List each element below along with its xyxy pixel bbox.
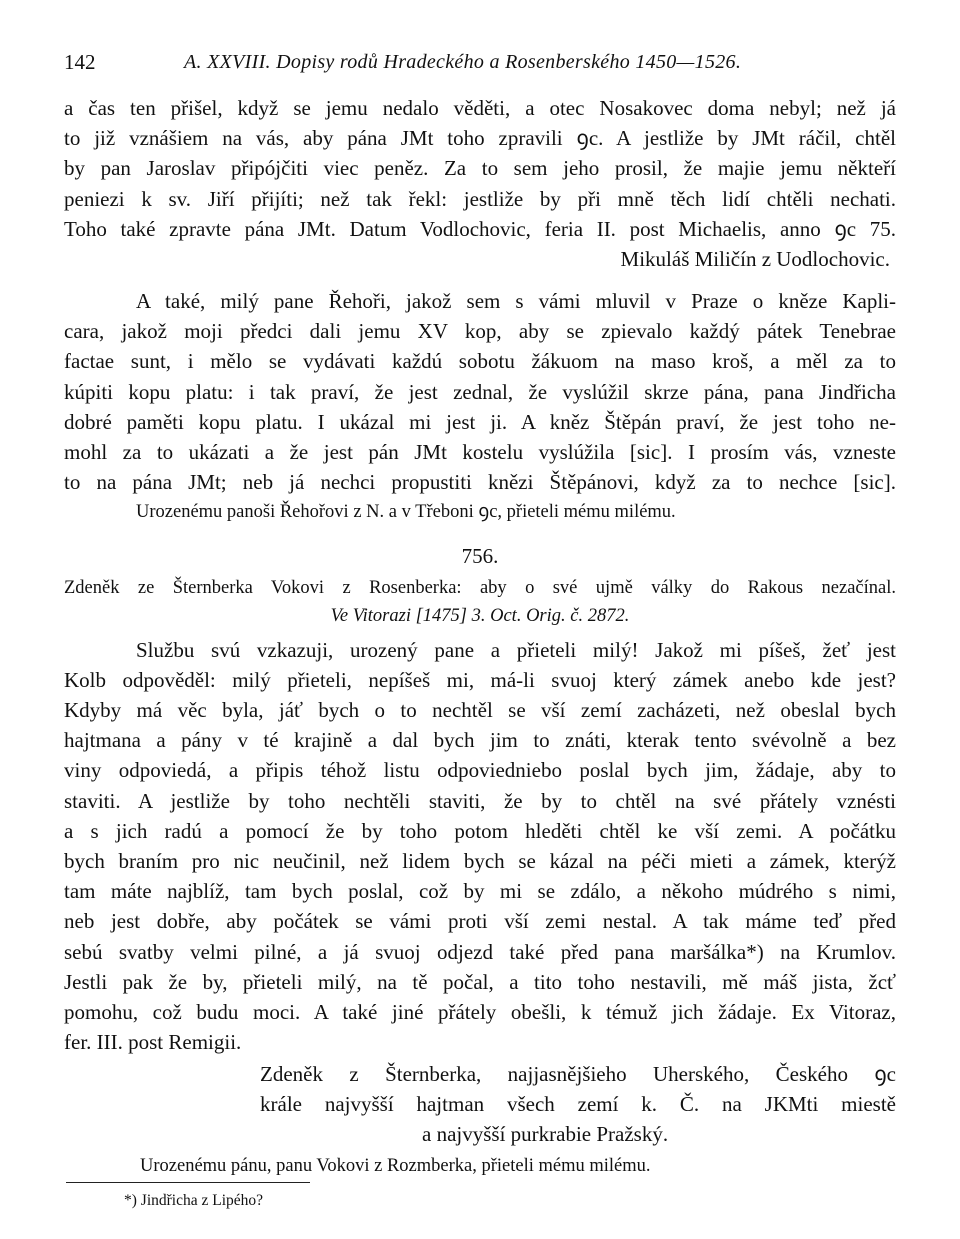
postscript-line: to na pána JMt; neb já nechci propustiti knězi Štěpánovi, když za to nechce [sic]. — [64, 470, 896, 494]
letter-address: Urozenému pánu, panu Vokovi z Rozmberka, přieteli mému milému. — [140, 1156, 651, 1176]
text-line: to již vznášiem na vás, aby pána JMt toho zpravili ꝯc. A jestliže by JMt ráčil, chtěl — [64, 126, 896, 150]
letter-body-line: tam máte najblíž, tam bych poslal, což by mi se zdálo, a někoho múdrého s nimi, — [64, 879, 896, 903]
text-line: a čas ten přišel, když se jemu nedalo věděti, a otec Nosakovec doma nebyl; než já — [64, 96, 896, 120]
postscript-line: mohl za to ukázati a že jest pán JMt kostelu vyslúžila [sic]. I prosím vás, vzneste — [64, 440, 896, 464]
letter-summary: Zdeněk ze Šternberka Vokovi z Rosenberka: aby o své ujmě války do Rakous nezačínal. — [64, 578, 896, 598]
letter-body-line: neb jest dobře, aby počátek se vámi proti vší zemi nestal. A tak máme teď před — [64, 909, 896, 933]
letter-signature-line: krále najvyšší hajtman všech zemí k. Č. na JKMti miestě — [260, 1092, 896, 1116]
letter-body-line: pomohu, což budu moci. A také jiné přátely obešli, k témuž jich žádaje. Ex Vitoraz, — [64, 1000, 896, 1024]
page-header — [64, 46, 896, 78]
postscript-line: kúpiti kopu platu: i tak praví, že jest zednal, že vyslúžil skrze pána, pana Jindřicha — [64, 380, 896, 404]
letter-body-line: viny odpoviedá, a připis téhož listu odpoviedniebo poslal bych jim, žádaje, aby to — [64, 758, 896, 782]
letter-body-line: Jestli pak že by, přieteli milý, na tě počal, a tito toho nestavili, mě máš jista, žcť — [64, 970, 896, 994]
postscript-line: A také, milý pane Řehoři, jakož sem s vámi mluvil v Praze o kněze Kapli- — [136, 289, 896, 313]
letter-body-line: Službu svú vzkazuji, urozený pane a přieteli milý! Jakož mi píšeš, žeť jest — [136, 638, 896, 662]
letter-signature-line: Zdeněk z Šternberka, najjasnějšieho Uherského, Českého ꝯc — [260, 1062, 896, 1086]
footnote: *) Jindřicha z Lipého? — [124, 1192, 264, 1209]
letter-body-line: Kolb odpověděl: milý přieteli, nepíšeš mi, má-li svuoj který zámek anebo kde jest? — [64, 668, 896, 692]
letter-signature-line: a najvyšší purkrabie Pražský. — [422, 1122, 669, 1146]
letter-address: Urozenému panoši Řehořovi z N. a v Třeboni ꝯc, přieteli mému milému. — [136, 502, 676, 522]
text-line: Toho také zpravte pána JMt. Datum Vodlochovic, feria II. post Michaelis, anno ꝯc 75. — [64, 217, 896, 241]
letter-body-line: a s jich radú a pomocí že by toho potom hleděti chtěl ke vší zemi. A počátku — [64, 819, 896, 843]
letter-body-line: fer. III. post Remigii. — [64, 1030, 242, 1054]
letter-body-line: bych braním pro nic neučinil, než lidem bych se kázal na péči mieti a zámek, kterýž — [64, 849, 896, 873]
text-line: by pan Jaroslav připójčiti viec peněz. Za to sem jeho prosil, že majie jemu někteří — [64, 156, 896, 180]
letter-source: Ve Vitorazi [1475] 3. Oct. Orig. č. 2872. — [330, 606, 630, 626]
running-title: A. XXVIII. Dopisy rodů Hradeckého a Rosenberského 1450—1526. — [184, 51, 742, 73]
letter-body-line: Kdyby má věc byla, jáť bych o to nechtěl se vší zemí zacházeti, než obeslal bych — [64, 698, 896, 722]
postscript-line: cara, jakož moji předci dali jemu XV kop, aby se zpievalo každý pátek Tenebrae — [64, 319, 896, 343]
page-number: 142 — [64, 50, 96, 74]
footnote-divider — [66, 1182, 310, 1183]
letter-body-line: staviti. A jestliže by toho nechtěli staviti, že by to chtěl na své přátely vznésti — [64, 789, 896, 813]
postscript-line: dobré paměti kopu platu. I ukázal mi jest ji. A kněz Štěpán praví, že jest toho ne- — [64, 410, 896, 434]
text-line: peniezi k sv. Jiří přijíti; než tak řekl: jestliže by při mně těch lidí chtěli nechati. — [64, 187, 896, 211]
letter-body-line: hajtmana a pány v té krajině a dal bych jim to znáti, kterak tento svévolně a bez — [64, 728, 896, 752]
letter-body-line: sebú svatby velmi pilné, a já svuoj odjezd také před pana maršálka*) na Krumlov. — [64, 940, 896, 964]
letter-number: 756. — [461, 544, 499, 568]
letter-signature: Mikuláš Miličín z Uodlochovic. — [620, 247, 890, 271]
postscript-line: factae sunt, i mělo se vydávati každú sobotu žákuom na maso kroš, a měl za to — [64, 349, 896, 373]
